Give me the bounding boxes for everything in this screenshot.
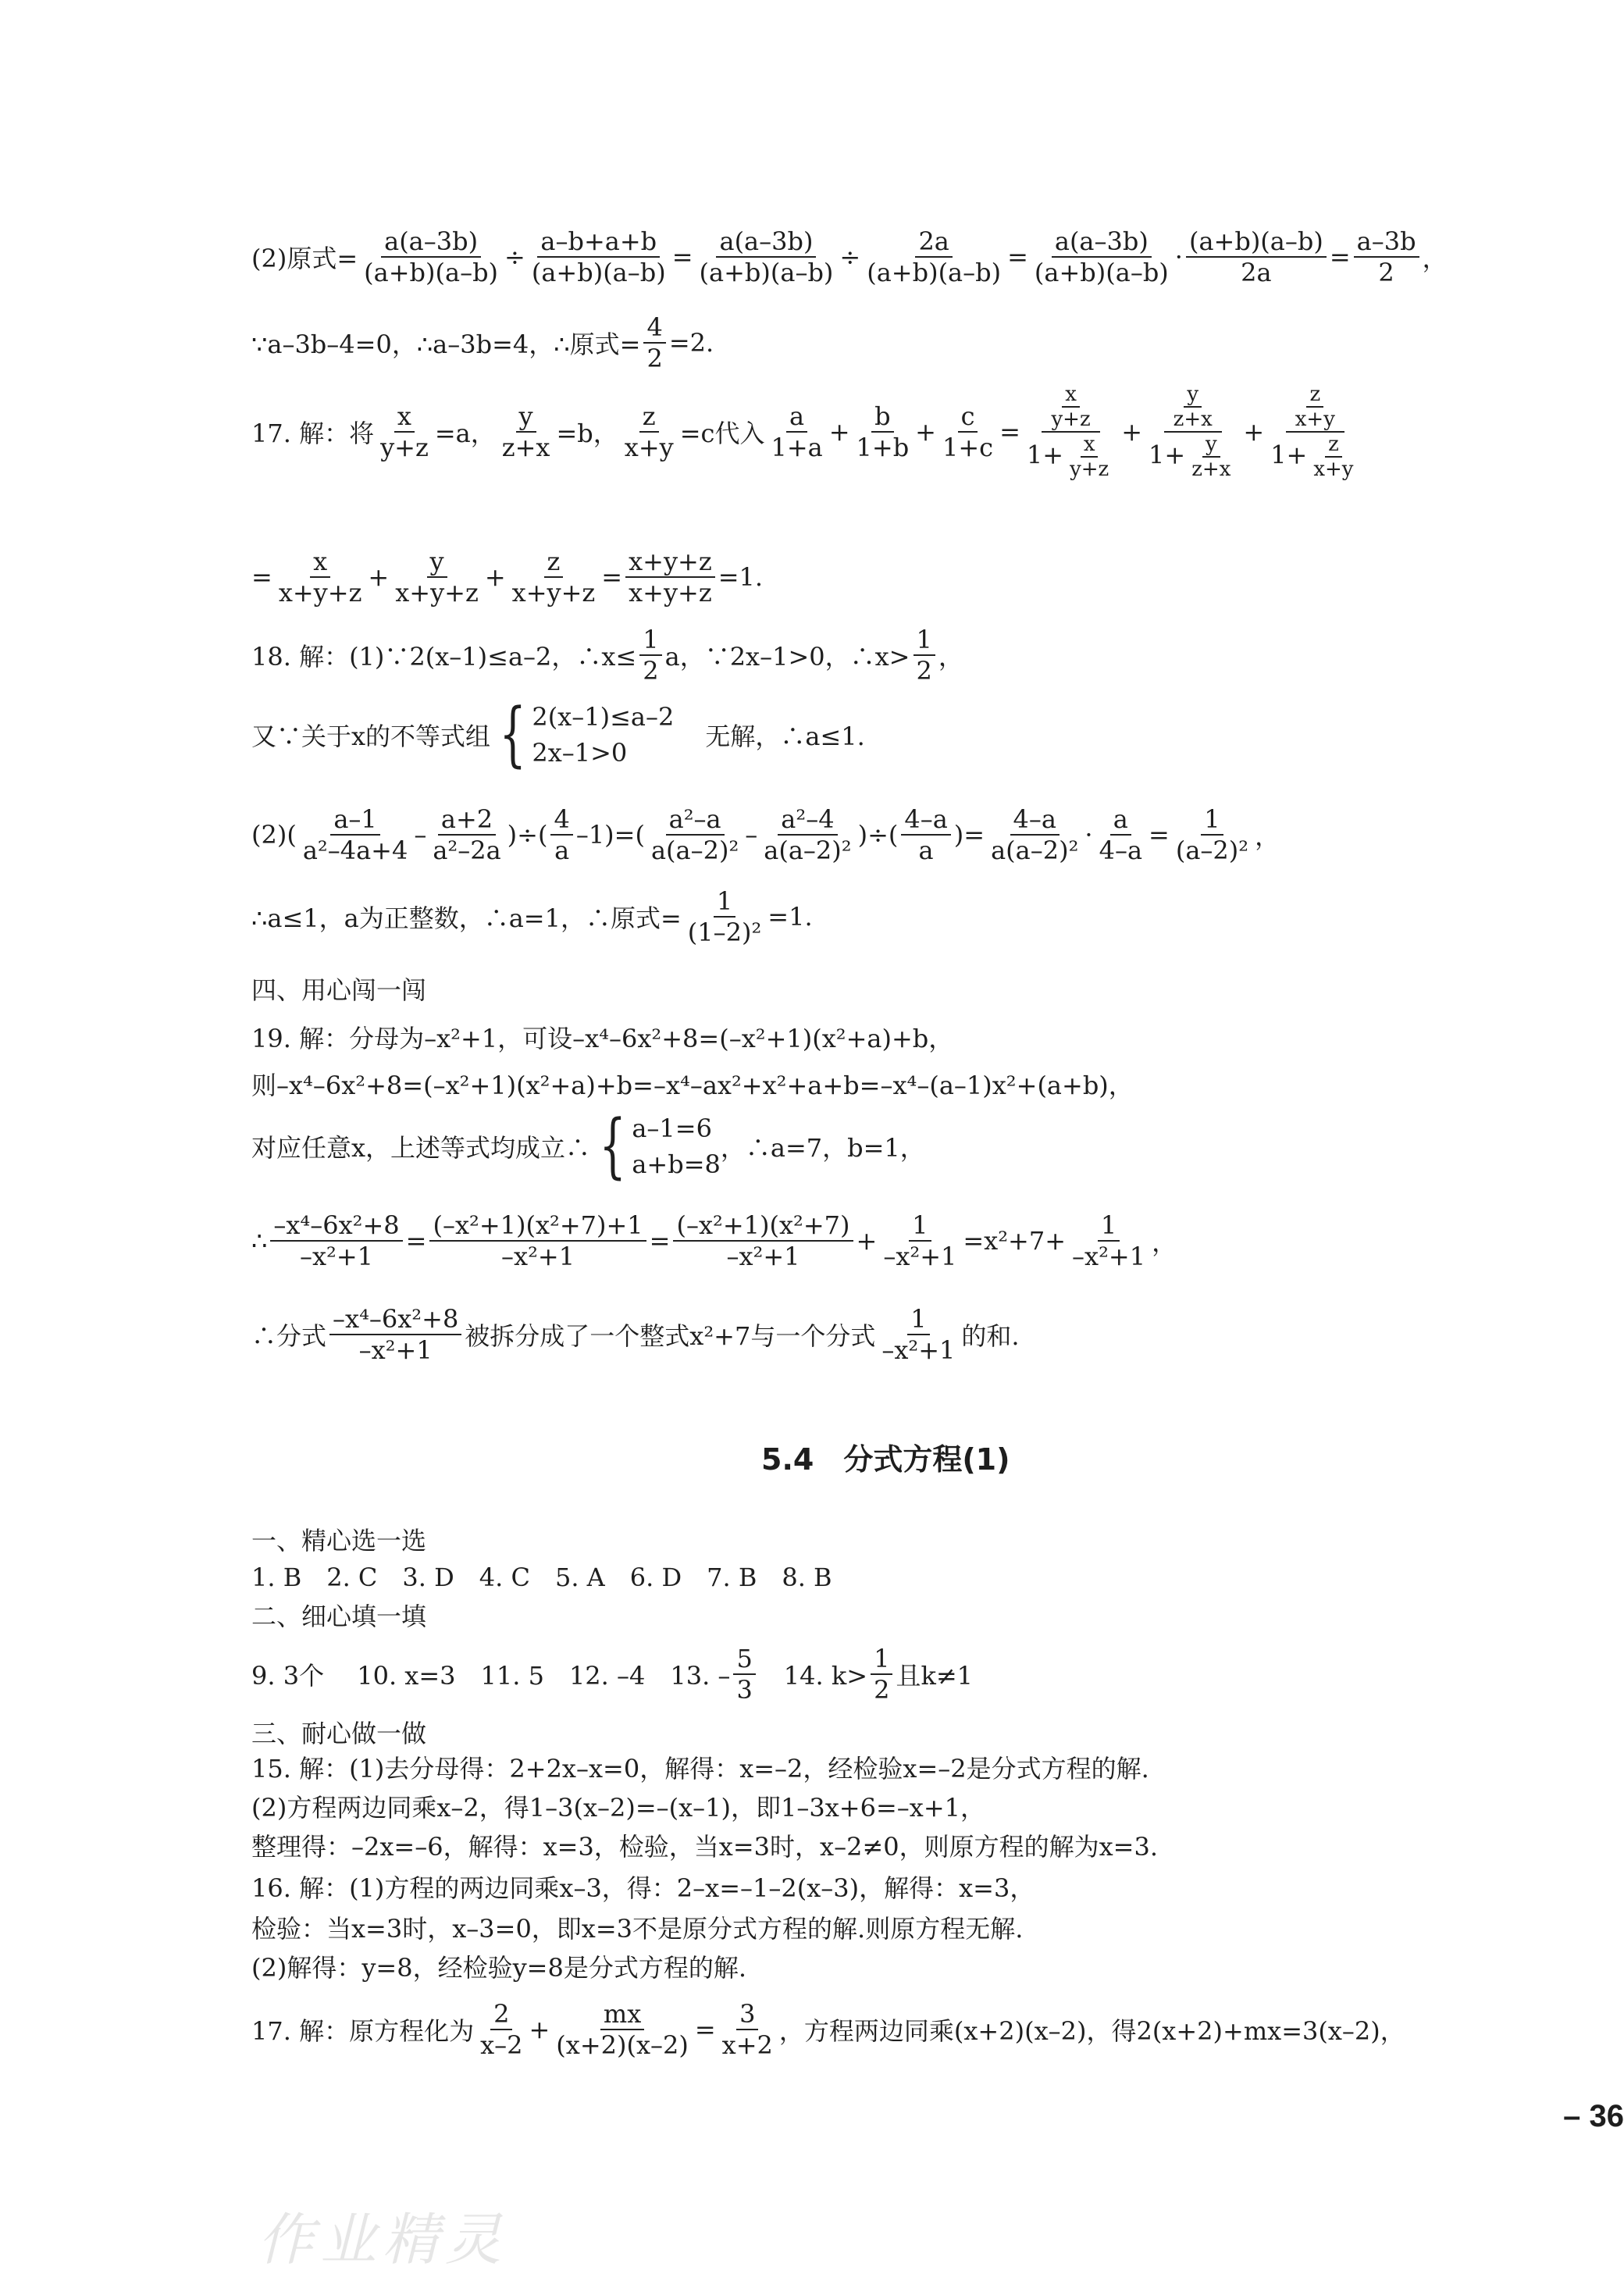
q18-system-line: 又∵关于x的不等式组 { 2(x–1)≤a–2 2x–1>0 无解，∴a≤1. [251, 693, 865, 775]
solution-line: 15. 解：(1)去分母得：2+2x–x=0，解得：x=–2，经检验x=–2是分式方程的解. [251, 1754, 1149, 1784]
fraction: 5 3 [733, 1644, 755, 1705]
fraction: $\frac{1}{2}$ [639, 625, 661, 686]
fraction: $\frac{1}{\text{–x²+1}}$ [883, 1210, 957, 1271]
fraction: $\frac{1}{\text{(1–2)²}}$ [687, 886, 762, 947]
fraction: 1 2 [871, 1644, 892, 1705]
fraction: $\frac{4}{2}$ [643, 312, 665, 373]
q19-line1: 19. 解：分母为–x²+1，可设–x⁴–6x²+8=(–x²+1)(x²+a)+b， [251, 1024, 954, 1053]
q18-line1: 18. 解：(1)∵2(x–1)≤a–2，∴x≤ $\frac{1}{2}$ a，∵2x–1>0，∴x> 1 2 ， [251, 625, 963, 686]
section-heading: 四、用心闯一闯 [251, 975, 427, 1005]
q19-line2: 则–x⁴–6x²+8=(–x²+1)(x²+a)+b=–x⁴–ax²+x²+a+b=–x⁴–(a–1)x²+(a+b)， [251, 1071, 1134, 1100]
watermark: 作业精灵 [258, 2207, 508, 2272]
fraction: $\frac{2a}{(a+b)(a-b)}$ [867, 226, 1002, 287]
fraction: 1 –x²+1 [881, 1304, 956, 1365]
fraction: $\frac{\text{(–x²+1)(x²+7)}}{\text{–x²+1}}$ [673, 1210, 853, 1271]
part-heading: 一、精心选一选 [251, 1526, 427, 1556]
fraction: a²–4 a(a–2)² [764, 804, 852, 865]
fraction: $\frac{x+y+z}{x+y+z}$ [625, 547, 715, 608]
fraction: $\frac{a(a-3b)}{(a+b)(a-b)}$ [364, 226, 499, 287]
equation-system: { a–1=6 a+b=8 [599, 1105, 721, 1187]
fraction: –x⁴–6x²+8 –x²+1 [329, 1304, 461, 1365]
fraction: $\frac{a(a-3b)}{(a+b)(a-b)}$ [1034, 226, 1169, 287]
q16-part2-line2: ∵a–3b–4=0，∴a–3b=4，∴原式= $\frac{4}{2}$ =2. [251, 312, 714, 373]
fraction: $\frac{\text{–x⁴–6x²+8}}{\text{–x²+1}}$ [270, 1210, 402, 1271]
part-heading: 三、耐心做一做 [251, 1719, 427, 1748]
fraction: $\frac{a-3b}{2}$ [1354, 226, 1419, 287]
complex-fraction: $\frac{y}{z+x}$ 1+ $\frac{y}{z+x}$ [1149, 383, 1231, 481]
solution-line: (2)方程两边同乘x–2，得1–3(x–2)=–(x–1)，即1–3x+6=–x+1， [251, 1793, 985, 1823]
fraction: $\frac{z}{x+y}$ [624, 401, 674, 462]
page-number: – 36 [1563, 2099, 1624, 2133]
q17-line1: 17. 解：将 $\frac{x}{y+z}$ =a， $\frac{y}{z+x}$ =b， $\frac{z}{x+y}$ =c代入 a 1+a + $\frac{b}{1+b}$ + $\frac{c}{1+c}$ = $\frac{x}{y+z}$ 1+ $\frac{x}{y+z}$ + $\frac{y}{z+x}$ 1+ $\frac{y}{z+x}$ + $\frac{z}{x+y}$ 1+ $\frac{z}{x+y}$ [251, 383, 1366, 481]
fraction: $\frac{y}{x+y+z}$ [395, 547, 479, 608]
fraction: $\frac{x}{x+y+z}$ [278, 547, 362, 608]
fraction: $\frac{4-a}{\text{a(a–2)²}}$ [991, 804, 1079, 865]
fraction: $\frac{1}{\text{(a–2)²}}$ [1175, 804, 1249, 865]
complex-fraction: $\frac{x}{y+z}$ 1+ $\frac{x}{y+z}$ [1026, 383, 1109, 481]
fraction: 2 x–2 [480, 1999, 523, 2060]
fraction: $\frac{b}{1+b}$ [856, 401, 910, 462]
q18-last-line: ∴a≤1，a为正整数，∴a=1，∴原式= $\frac{1}{\text{(1–2)²}}$ =1. [251, 886, 813, 947]
fraction: 4 a [550, 804, 572, 865]
q19-line4: ∴ $\frac{\text{–x⁴–6x²+8}}{\text{–x²+1}}$ = $\frac{\text{(–x²+1)(x²+7)+1}}{\text{–x²+1}}$ = $\frac{\text{(–x²+1)(x²+7)}}{\text{–x²+1}}$ + $\frac{1}{\text{–x²+1}}$ =x²+7+ $\frac{1}{\text{–x²+1}}$ ， [251, 1210, 1177, 1271]
fraction: a–1 a²–4a+4 [302, 804, 408, 865]
fraction: $\frac{(a+b)(a-b)}{2a}$ [1186, 226, 1327, 287]
q19-line5: ∴分式 –x⁴–6x²+8 –x²+1 被拆分成了一个整式x²+7与一个分式 1 –x²+1 的和. [251, 1304, 1020, 1365]
fraction: 4–a a [901, 804, 950, 865]
solution-line-17: 17. 解：原方程化为 2 x–2 + $\frac{mx}{(x+2)(x-2)}$ = $\frac{3}{x+2}$ ，方程两边同乘(x+2)(x–2)，得2(x+2)+mx=3(x–2)， [251, 1999, 1405, 2060]
q16-part2-line1: (2)原式= $\frac{a(a-3b)}{(a+b)(a-b)}$ ÷ $\frac{a-b+a+b}{(a+b)(a-b)}$ = $\frac{a(a-3b)}{(a+b)(a-b)}$ ÷ $\frac{2a}{(a+b)(a-b)}$ = $\frac{a(a-3b)}{(a+b)(a-b)}$ · $\frac{(a+b)(a-b)}{2a}$ = $\frac{a-3b}{2}$ ， [251, 226, 1448, 287]
q19-line3: 对应任意x，上述等式均成立∴ { a–1=6 a+b=8 ，∴a=7，b=1， [251, 1105, 925, 1187]
fraction: $\frac{1}{\text{–x²+1}}$ [1072, 1210, 1146, 1271]
fraction: $\frac{a}{4-a}$ [1099, 804, 1143, 865]
fraction: $\frac{y}{z+x}$ [501, 401, 550, 462]
fraction: $\frac{a-b+a+b}{(a+b)(a-b)}$ [531, 226, 666, 287]
brace-icon: { [499, 693, 526, 775]
fraction: $\frac{c}{1+c}$ [942, 401, 994, 462]
q17-line2: = $\frac{x}{x+y+z}$ + $\frac{y}{x+y+z}$ + $\frac{z}{x+y+z}$ = $\frac{x+y+z}{x+y+z}$ =1. [251, 547, 764, 608]
part-heading: 二、细心填一填 [251, 1602, 427, 1631]
section-title: 5.4 分式方程(1) [761, 1442, 1010, 1477]
fraction: a 1+a [771, 401, 823, 462]
fraction: 1 2 [914, 625, 935, 686]
brace-icon: { [599, 1105, 626, 1187]
q18-part2-line: (2)( a–1 a²–4a+4 – a+2 a²–2a )÷( 4 a –1)=( a²–a a(a–2)² – a²–4 a(a–2)² )÷( 4–a a )= $\frac{4-a}{\text{a(a–2)²}}$ · $\frac{a}{4-a}$ = $\frac{1}{\text{(a–2)²}}$ ， [251, 804, 1280, 865]
solution-line: 整理得：–2x=–6，解得：x=3，检验，当x=3时，x–2≠0，则原方程的解为x=3. [251, 1832, 1158, 1862]
fraction: $\frac{\text{(–x²+1)(x²+7)+1}}{\text{–x²+1}}$ [429, 1210, 646, 1271]
solution-line: 检验：当x=3时，x–3=0，即x=3不是原分式方程的解.则原方程无解. [251, 1914, 1024, 1944]
fraction: $\frac{a(a-3b)}{(a+b)(a-b)}$ [699, 226, 834, 287]
fraction: $\frac{3}{x+2}$ [721, 1999, 773, 2060]
inequality-system: { 2(x–1)≤a–2 2x–1>0 [499, 693, 675, 775]
solution-line: 16. 解：(1)方程的两边同乘x–3，得：2–x=–1–2(x–3)，解得：x=3， [251, 1873, 1035, 1903]
fraction: a²–a a(a–2)² [650, 804, 739, 865]
solution-line: (2)解得：y=8，经检验y=8是分式方程的解. [251, 1953, 747, 1983]
fraction: $\frac{mx}{(x+2)(x-2)}$ [556, 1999, 689, 2060]
fill-answers: 9. 3个 10. x=3 11. 5 12. –4 13. – 5 3 14. k> 1 2 且k≠1 [251, 1644, 974, 1705]
fraction: a+2 a²–2a [433, 804, 501, 865]
complex-fraction: $\frac{z}{x+y}$ 1+ $\frac{z}{x+y}$ [1270, 383, 1354, 481]
choice-answers: 1. B 2. C 3. D 4. C 5. A 6. D 7. B 8. B [251, 1563, 832, 1592]
fraction: $\frac{x}{y+z}$ [380, 401, 429, 462]
fraction: $\frac{z}{x+y+z}$ [511, 547, 596, 608]
